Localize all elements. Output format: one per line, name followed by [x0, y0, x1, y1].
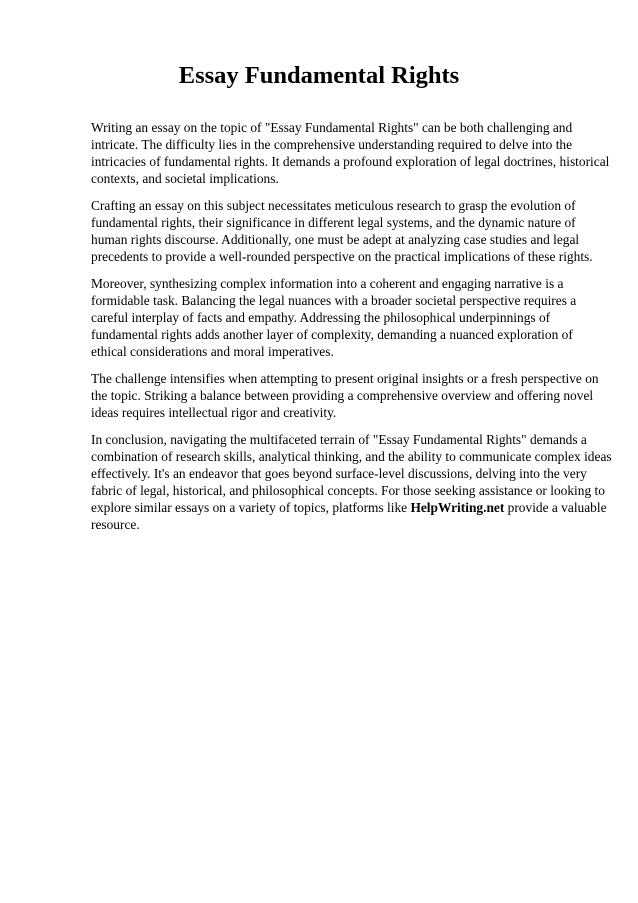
page-title: Essay Fundamental Rights	[178, 62, 460, 89]
text-line: fundamental rights, their significance in different legal systems, and the dynamic nature of	[91, 215, 576, 230]
text-line: Moreover, synthesizing complex information into a coherent and engaging narrative is a	[91, 276, 564, 291]
text-line: human rights discourse. Additionally, one must be adept at analyzing case studies and legal	[91, 232, 580, 247]
text-line: fundamental rights adds another layer of complexity, demanding a nuanced exploration of	[91, 327, 573, 342]
paragraph-2	[91, 197, 601, 265]
text-line: contexts, and societal implications.	[91, 171, 279, 186]
link-line-suffix: provide a valuable	[504, 500, 607, 515]
paragraph-3	[91, 275, 601, 360]
paragraph-4	[91, 370, 601, 421]
paragraph-conclusion	[91, 431, 612, 533]
text-line: In conclusion, navigating the multifaceted terrain of "Essay Fundamental Rights" demands a	[91, 432, 587, 447]
text-line: The challenge intensifies when attempting to present original insights or a fresh perspective on	[91, 371, 599, 386]
text-line: formidable task. Balancing the legal nuances with a broader societal perspective requires a	[91, 293, 577, 308]
text-line: precedents to provide a well-rounded perspective on the practical implications of these rights.	[91, 249, 593, 264]
text-line: ideas requires intellectual rigor and creativity.	[91, 405, 337, 420]
essay-body	[91, 119, 612, 543]
text-line: ethical considerations and moral imperatives.	[91, 344, 334, 359]
text-line-with-link	[91, 499, 607, 516]
text-line: intricacies of fundamental rights. It demands a profound exploration of legal doctrines, historical	[91, 154, 610, 169]
text-line: careful interplay of facts and empathy. Addressing the philosophical underpinnings of	[91, 310, 551, 325]
text-line: Crafting an essay on this subject necessitates meticulous research to grasp the evolution of	[91, 198, 576, 213]
text-line: resource.	[91, 517, 140, 532]
paragraph-1	[91, 119, 610, 187]
text-line: intricate. The difficulty lies in the comprehensive understanding required to delve into the	[91, 137, 573, 152]
text-line: the topic. Striking a balance between providing a comprehensive overview and offering novel	[91, 388, 594, 403]
text-line: Writing an essay on the topic of "Essay Fundamental Rights" can be both challenging and	[91, 120, 573, 135]
link-line-prefix: explore similar essays on a variety of topics, platforms like	[91, 500, 411, 515]
text-line: fabric of legal, historical, and philosophical concepts. For those seeking assistance or looking to	[91, 483, 605, 498]
text-line: combination of research skills, analytical thinking, and the ability to communicate complex ideas	[91, 449, 612, 464]
helpwriting-link[interactable]: HelpWriting.net	[410, 500, 505, 515]
text-line: effectively. It's an endeavor that goes beyond surface-level discussions, delving into the very	[91, 466, 587, 481]
